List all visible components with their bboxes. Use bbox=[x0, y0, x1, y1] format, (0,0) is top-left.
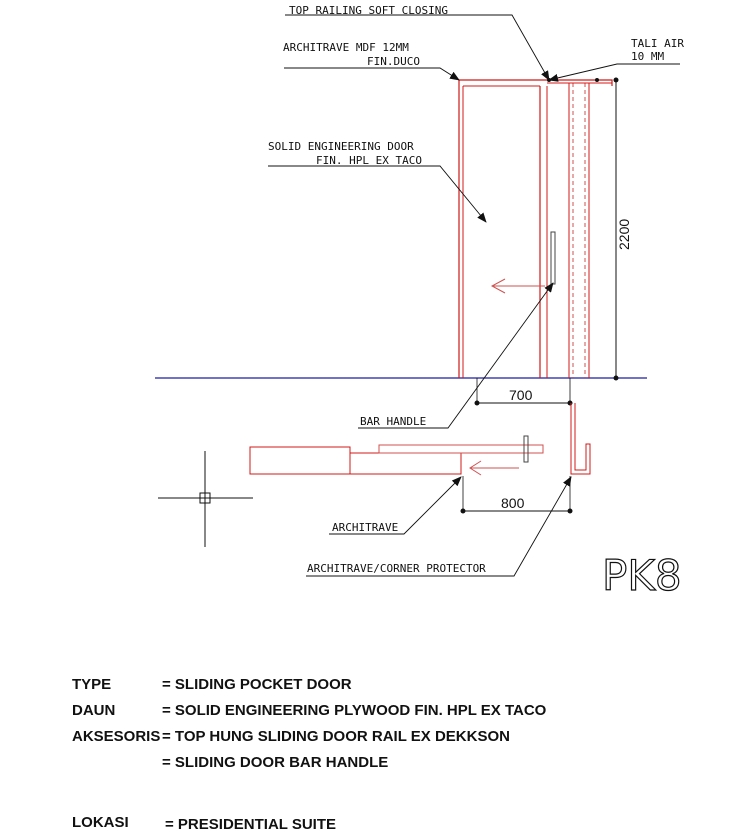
door-elevation bbox=[155, 78, 647, 406]
label-tali-air-2: 10 MM bbox=[631, 50, 665, 63]
crosshair-icon bbox=[158, 451, 253, 547]
height-dimension: 2200 bbox=[616, 218, 632, 250]
bar-handle-plan bbox=[524, 436, 528, 462]
label-door-leaf-1: SOLID ENGINEERING DOOR bbox=[268, 140, 414, 153]
spec-table bbox=[72, 676, 547, 833]
location-value: = PRESIDENTIAL SUITE bbox=[165, 816, 337, 833]
spec-value: = SLIDING DOOR BAR HANDLE bbox=[162, 754, 389, 771]
leader-bar-handle bbox=[358, 283, 553, 428]
dim-dot bbox=[614, 78, 619, 83]
spec-key: TYPE bbox=[72, 676, 112, 693]
label-top-railing: TOP RAILING SOFT CLOSING bbox=[289, 4, 448, 17]
label-tali-air-1: TALI AIR bbox=[631, 37, 684, 50]
dim-dot bbox=[568, 401, 573, 406]
annotations bbox=[268, 15, 680, 576]
corner-protector bbox=[571, 403, 590, 474]
slide-arrow-elevation bbox=[492, 279, 545, 293]
leader-door-leaf bbox=[268, 166, 486, 222]
label-corner-protector: ARCHITRAVE/CORNER PROTECTOR bbox=[307, 562, 486, 575]
bar-handle-elevation bbox=[551, 232, 555, 284]
dim-dot bbox=[568, 509, 573, 514]
leaf-dimension: 800 bbox=[501, 495, 525, 511]
pocket-liner bbox=[350, 447, 461, 474]
label-architrave-mdf-1: ARCHITRAVE MDF 12MM bbox=[283, 41, 409, 54]
spec-value: = SOLID ENGINEERING PLYWOOD FIN. HPL EX TACO bbox=[162, 702, 547, 719]
spec-key: DAUN bbox=[72, 702, 116, 719]
slide-arrow-plan bbox=[470, 461, 519, 475]
pocket-wall-block bbox=[250, 447, 350, 474]
dim-dot bbox=[475, 401, 480, 406]
dim-dot bbox=[461, 509, 466, 514]
leader-architrave-mdf bbox=[284, 68, 459, 80]
door-leaf-plan bbox=[379, 445, 543, 453]
leader-tali-air bbox=[549, 64, 680, 80]
location-key: LOKASI bbox=[72, 814, 129, 831]
opening-dimension: 700 bbox=[509, 387, 533, 403]
drawing-code: PK8 bbox=[602, 551, 682, 600]
label-architrave-mdf-2: FIN.DUCO bbox=[367, 55, 420, 68]
dim-dot bbox=[614, 376, 619, 381]
spec-value: = SLIDING POCKET DOOR bbox=[162, 676, 352, 693]
spec-value: = TOP HUNG SLIDING DOOR RAIL EX DEKKSON bbox=[162, 728, 510, 745]
label-architrave: ARCHITRAVE bbox=[332, 521, 399, 534]
spec-key: AKSESORIS bbox=[72, 728, 161, 745]
label-bar-handle: BAR HANDLE bbox=[360, 415, 427, 428]
dim-dot bbox=[595, 78, 599, 82]
label-door-leaf-2: FIN. HPL EX TACO bbox=[316, 154, 422, 167]
